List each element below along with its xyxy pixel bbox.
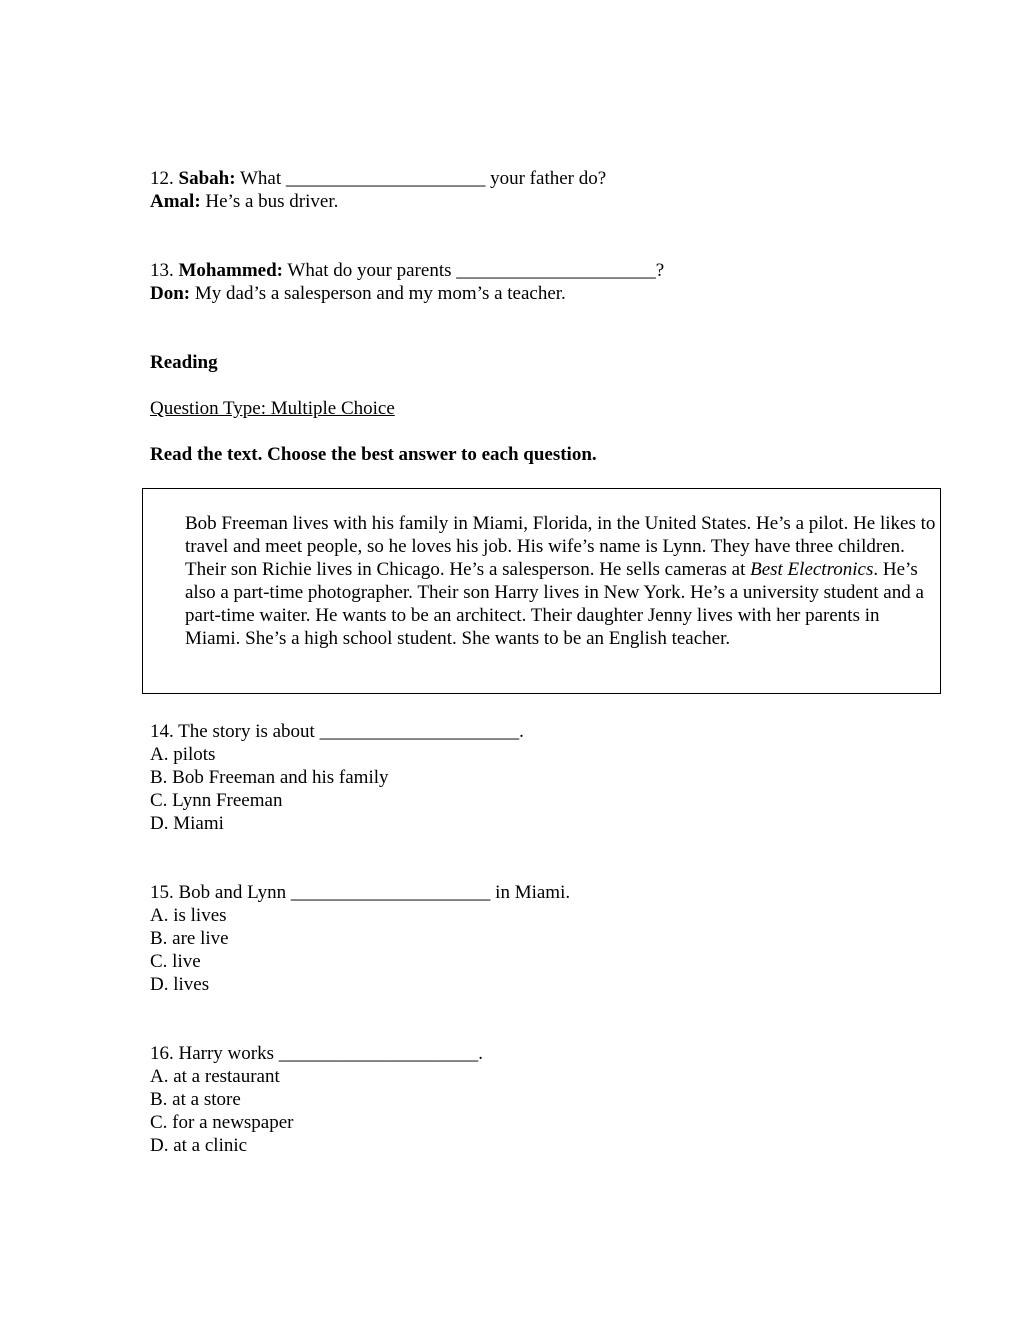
option-d: D. at a clinic: [150, 1135, 248, 1156]
dialog-text: ?: [655, 260, 665, 281]
option-b: B. Bob Freeman and his family: [150, 767, 389, 788]
speaker-name: Amal:: [150, 191, 201, 212]
passage-text-part: Bob Freeman lives with his family in Miami, Florida, in the United States. He’s a pilot. He likes to travel and meet people, so he loves his job. His wife’s name is Lynn. They have three children. Their son Richie lives in Chicago. He’s a salesperson. He sells cameras at: [185, 513, 936, 580]
stem-text: .: [478, 1043, 484, 1064]
worksheet-top: [150, 167, 950, 466]
answer-blank: _____________________: [290, 882, 491, 903]
reading-passage: [185, 512, 937, 650]
answer-blank: _____________________: [278, 1043, 479, 1064]
question-15: [150, 881, 950, 996]
dialog-text: He’s a bus driver.: [205, 191, 339, 212]
stem-text: 14. The story is about: [150, 721, 315, 742]
dialog-line: [150, 190, 950, 213]
option-a: A. pilots: [150, 744, 216, 765]
dialog-line: [150, 282, 950, 305]
option-d: D. Miami: [150, 813, 224, 834]
dialog-text: your father do?: [490, 168, 607, 189]
instructions: [150, 443, 950, 466]
section-heading: [150, 351, 950, 374]
question-14: [150, 720, 950, 835]
passage-text-part: . He’s also a part-time photographer. Their son Harry lives in New York. He’s a university student and a part-time waiter. He wants to be an architect. Their daughter Jenny lives with her parents in Miami. She’s a high school student. She wants to be an English teacher.: [185, 559, 924, 649]
dialog-line: [150, 167, 950, 190]
speaker-name: Don:: [150, 283, 191, 304]
stem-text: 15. Bob and Lynn: [150, 882, 287, 903]
question-16: [150, 1042, 950, 1157]
stem-text: in Miami.: [495, 882, 571, 903]
instructions-text: Read the text. Choose the best answer to each question.: [150, 444, 597, 465]
dialog-12: [150, 167, 950, 213]
option-c: C. for a newspaper: [150, 1112, 294, 1133]
answer-blank: _____________________: [456, 260, 656, 281]
dialog-text: What: [239, 168, 282, 189]
stem-text: 16. Harry works: [150, 1043, 275, 1064]
question-number: 12.: [150, 168, 174, 189]
option-c: C. live: [150, 951, 201, 972]
dialog-13: [150, 259, 950, 305]
answer-blank: _____________________: [319, 721, 520, 742]
dialog-line: [150, 259, 950, 282]
speaker-name: Sabah:: [178, 168, 236, 189]
section-heading-text: Reading: [150, 352, 218, 373]
question-stem: [150, 1042, 950, 1065]
speaker-name: Mohammed:: [178, 260, 283, 281]
question-type: Question Type: Multiple Choice: [150, 398, 395, 419]
option-b: B. are live: [150, 928, 229, 949]
option-a: A. is lives: [150, 905, 227, 926]
answer-blank: _____________________: [285, 168, 486, 189]
option-c: C. Lynn Freeman: [150, 790, 283, 811]
passage-italic: Best Electronics: [750, 559, 874, 580]
reading-passage-box: [142, 488, 941, 694]
question-stem: [150, 881, 950, 904]
question-stem: [150, 720, 950, 743]
option-d: D. lives: [150, 974, 210, 995]
dialog-text: What do your parents: [287, 260, 452, 281]
option-b: B. at a store: [150, 1089, 241, 1110]
questions-list: [150, 720, 950, 1157]
option-a: A. at a restaurant: [150, 1066, 280, 1087]
question-number: 13.: [150, 260, 174, 281]
stem-text: .: [519, 721, 524, 742]
dialog-text: My dad’s a salesperson and my mom’s a teacher.: [194, 283, 566, 304]
